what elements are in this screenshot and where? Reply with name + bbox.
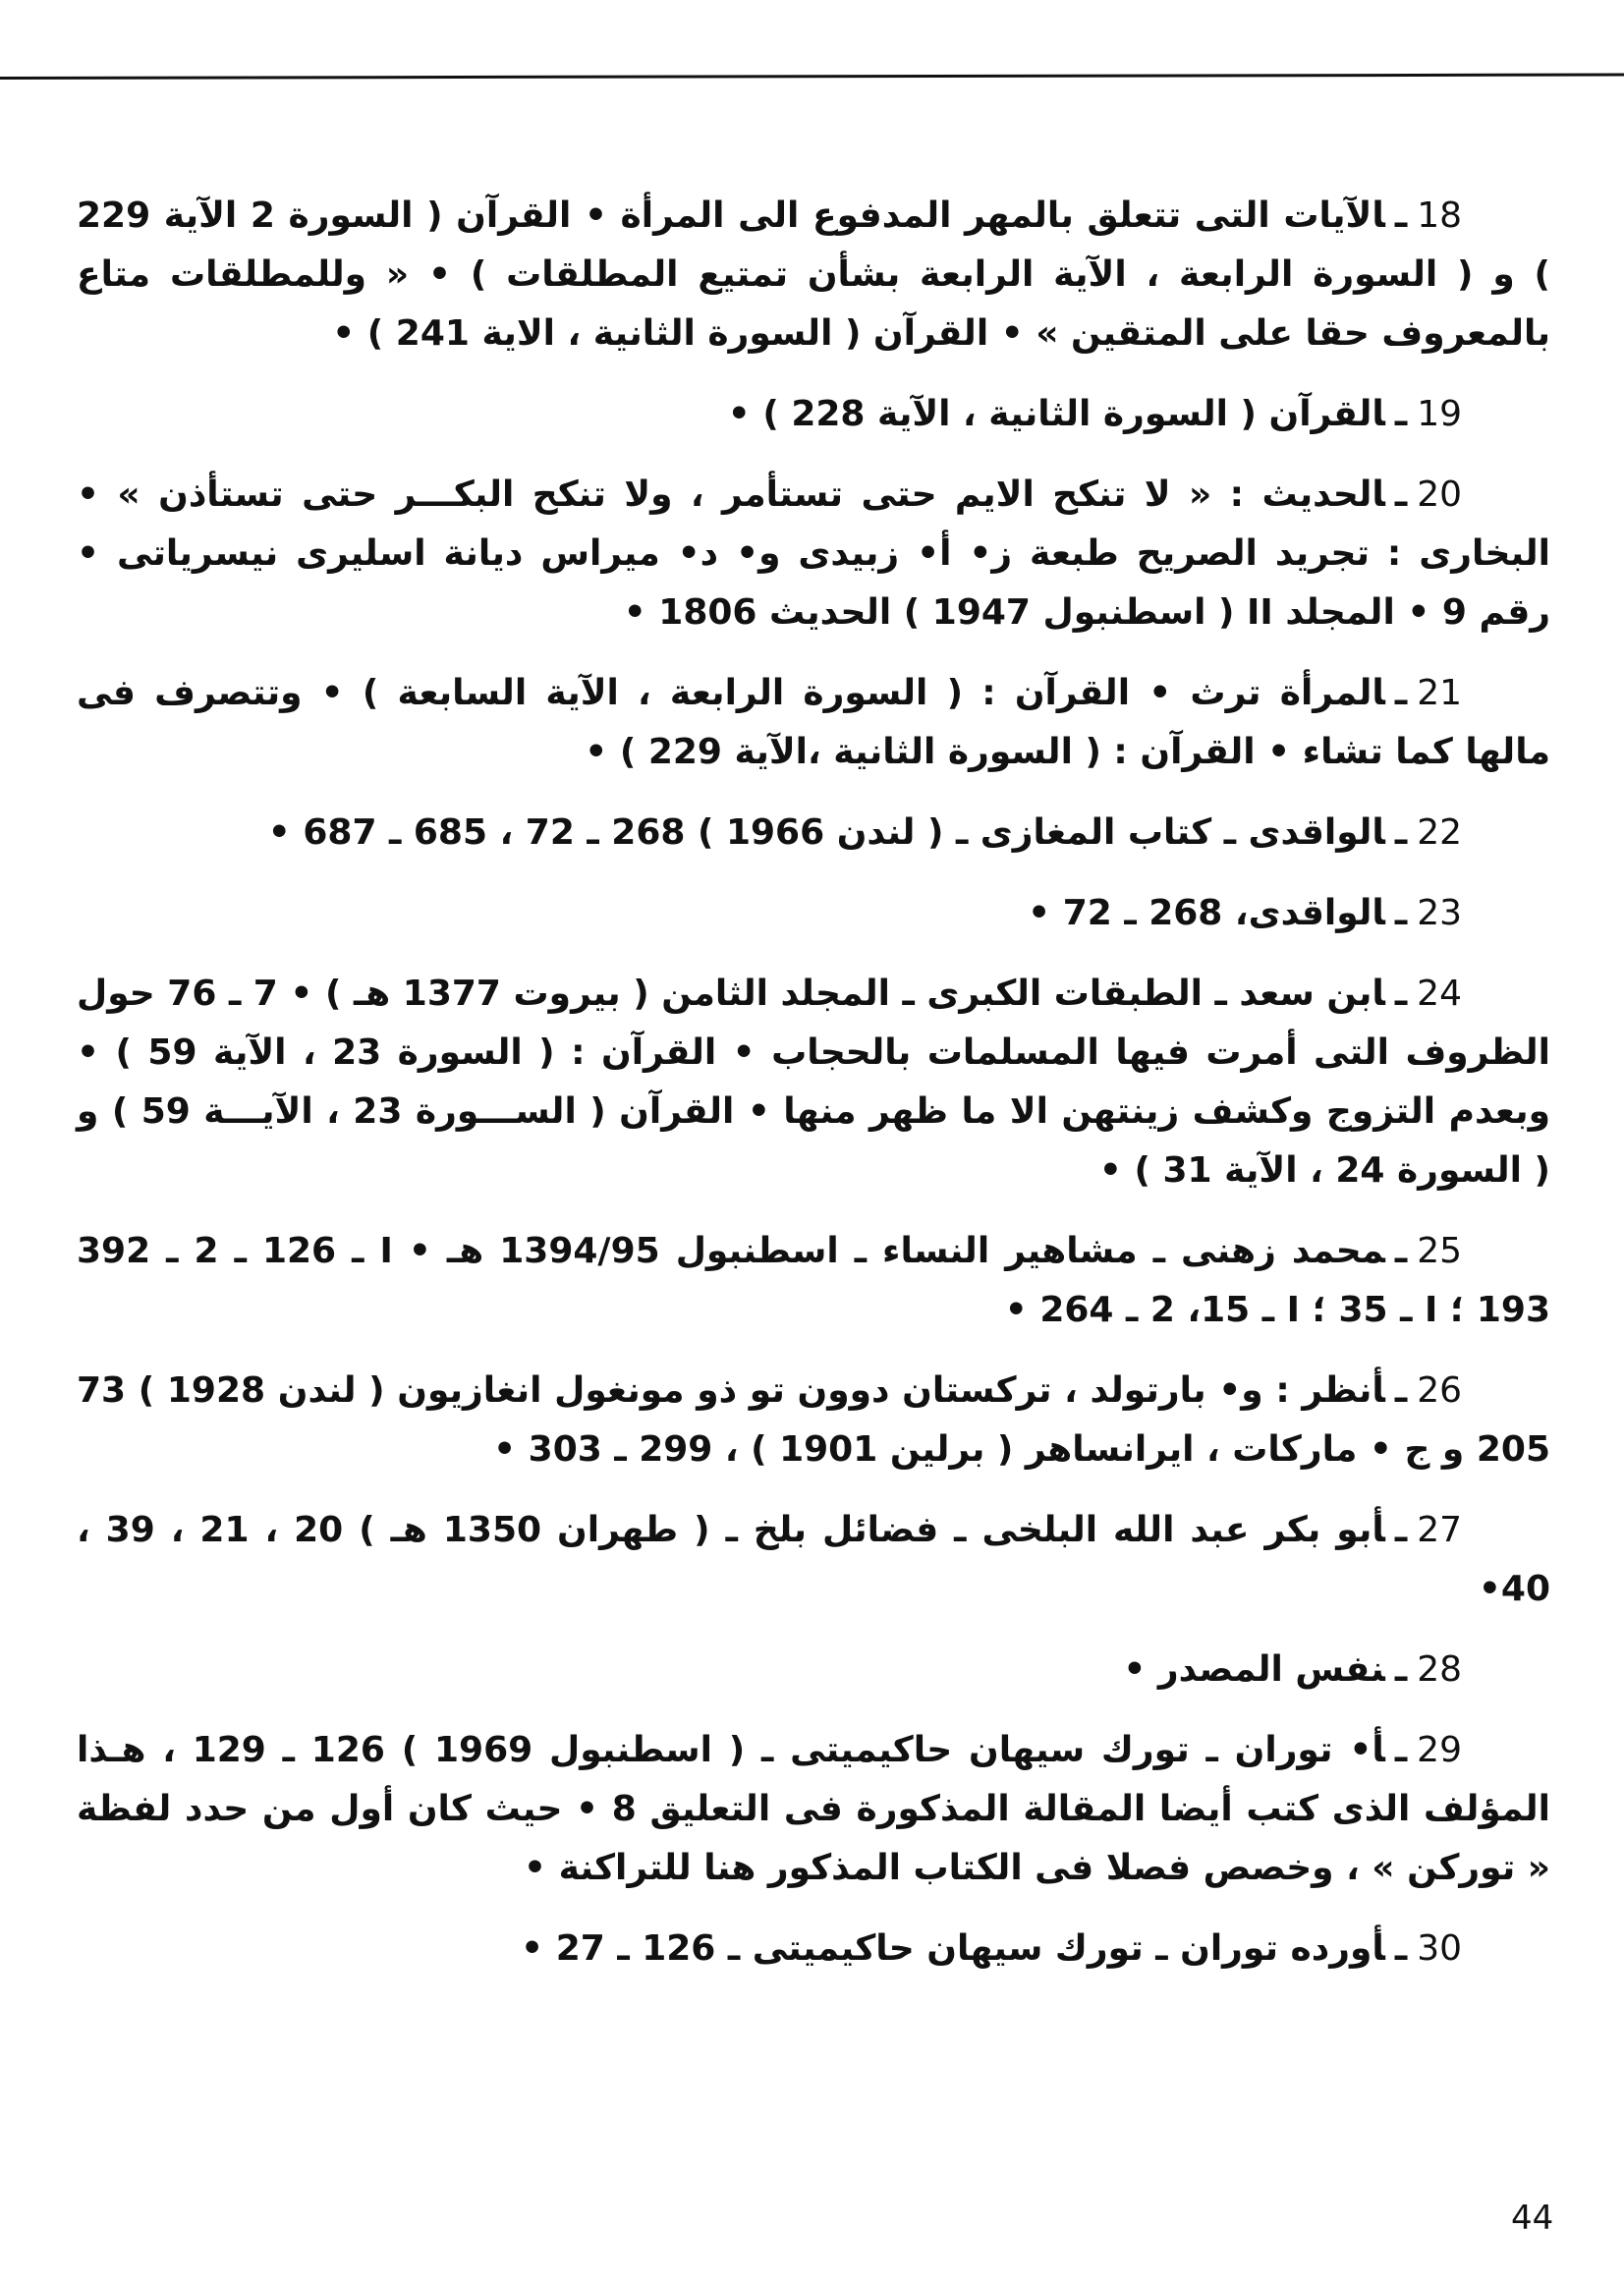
footnote-number: 27	[1417, 1510, 1462, 1550]
footnote-number: 21	[1417, 673, 1462, 713]
footnote-text: نفس المصدر •	[1123, 1649, 1385, 1690]
footnote-18	[77, 187, 1550, 363]
footnote-number: 22	[1417, 812, 1462, 853]
footnote-number: 23	[1417, 893, 1462, 933]
footnote-number: 26	[1417, 1370, 1462, 1411]
footnote-26	[77, 1362, 1550, 1479]
page-number: 44	[1511, 2199, 1554, 2238]
footnote-dash: ـ	[1394, 974, 1408, 1014]
footnote-number: 29	[1417, 1730, 1462, 1770]
footnote-dash: ـ	[1394, 893, 1408, 933]
footnote-dash: ـ	[1394, 394, 1408, 434]
footnote-30	[77, 1920, 1550, 1978]
footnote-text: أ• توران ـ تورك سيهان حاكيميتى ـ ( اسطنبول 1969 ) 126 ـ 129 ، هـذا المؤلف الذى كتب أيضا المقالة المذكورة فى التعليق 8 • حيث كان أول من حدد لفظة « توركن » ، وخصص فصلا فى الكتاب المذكور هنا للتراكنة •	[77, 1730, 1550, 1888]
footnote-dash: ـ	[1394, 812, 1408, 853]
footnote-number: 30	[1417, 1928, 1462, 1969]
footnote-dash: ـ	[1394, 1231, 1408, 1271]
footnote-23	[77, 884, 1550, 943]
footnote-19	[77, 385, 1550, 444]
footnote-number: 25	[1417, 1231, 1463, 1271]
footnote-dash: ـ	[1394, 673, 1408, 713]
footnote-number: 28	[1417, 1649, 1462, 1690]
footnote-number: 24	[1417, 974, 1462, 1014]
footnote-text: الحديث : « لا تنكح الايم حتى تستأمر ، ولا تنكح البكـــر حتى تستأذن » • البخارى : تجريد الصريح طبعة ز• أ• زبيدى و• د• ميراس ديانة اسليرى نيسرياتى • رقم 9 • المجلد II ( اسطنبول 1947 ) الحديث 1806 •	[77, 474, 1550, 633]
footnote-20	[77, 466, 1550, 642]
footnote-dash: ـ	[1394, 1370, 1408, 1411]
footnote-29	[77, 1721, 1550, 1898]
footnote-dash: ـ	[1394, 1510, 1408, 1550]
footnote-text: الآيات التى تتعلق بالمهر المدفوع الى المرأة • القرآن ( السورة 2 الآية 229 ) و ( السورة الرابعة ، الآية الرابعة بشأن تمتيع المطلقات ) • « وللمطلقات متاع بالمعروف حقا على المتقين » • القرآن ( السورة الثانية ، الاية 241 ) •	[77, 195, 1550, 354]
footnote-text: ابن سعد ـ الطبقات الكبرى ـ المجلد الثامن ( بيروت 1377 هـ ) • 7 ـ 76 حول الظروف التى أمرت فيها المسلمات بالحجاب • القرآن : ( السورة 23 ، الآية 59 ) • وبعدم التزوج وكشف زينتهن الا ما ظهر منها • القرآن ( الســـورة 23 ، الآيـــة 59 ) و ( السورة 24 ، الآية 31 ) •	[77, 974, 1550, 1191]
footnote-number: 18	[1417, 195, 1462, 236]
footnote-dash: ـ	[1394, 1649, 1408, 1690]
footnote-text: أبو بكر عبد الله البلخى ـ فضائل بلخ ـ ( طهران 1350 هـ ) 20 ، 21 ، 39 ، 40•	[77, 1510, 1550, 1609]
footnote-dash: ـ	[1394, 195, 1408, 236]
footnote-dash: ـ	[1394, 474, 1408, 515]
footnote-dash: ـ	[1394, 1928, 1408, 1969]
header-rule	[0, 74, 1624, 80]
footnote-24	[77, 965, 1550, 1200]
footnote-text: المرأة ترث • القرآن : ( السورة الرابعة ، الآية السابعة ) • وتتصرف فى مالها كما تشاء • القرآن : ( السورة الثانية ،الآية 229 ) •	[77, 673, 1550, 772]
footnote-text: محمد زهنى ـ مشاهير النساء ـ اسطنبول 1394/95 هـ • I ـ 126 ـ 2 ـ 392 193 ؛ I ـ 35 ؛ I ـ 15، 2 ـ 264 •	[77, 1231, 1550, 1330]
footnote-number: 20	[1417, 474, 1462, 515]
footnote-text: أورده توران ـ تورك سيهان حاكيميتى ـ 126 ـ 27 •	[521, 1928, 1385, 1969]
footnote-21	[77, 664, 1550, 782]
footnote-25	[77, 1222, 1550, 1340]
footnotes-list	[77, 187, 1550, 2000]
footnote-text: أنظر : و• بارتولد ، تركستان دوون تو ذو مونغول انغازيون ( لندن 1928 ) 73 205 و ج • ماركات ، ايرانساهر ( برلين 1901 ) ، 299 ـ 303 •	[77, 1370, 1550, 1470]
footnote-text: الواقدى، 268 ـ 72 •	[1028, 893, 1385, 933]
footnote-text: الواقدى ـ كتاب المغازى ـ ( لندن 1966 ) 268 ـ 72 ، 685 ـ 687 •	[267, 812, 1385, 853]
footnote-28	[77, 1641, 1550, 1700]
footnote-dash: ـ	[1394, 1730, 1408, 1770]
footnote-22	[77, 804, 1550, 863]
footnote-27	[77, 1501, 1550, 1619]
footnote-number: 19	[1417, 394, 1462, 434]
footnote-text: القرآن ( السورة الثانية ، الآية 228 ) •	[727, 394, 1385, 434]
